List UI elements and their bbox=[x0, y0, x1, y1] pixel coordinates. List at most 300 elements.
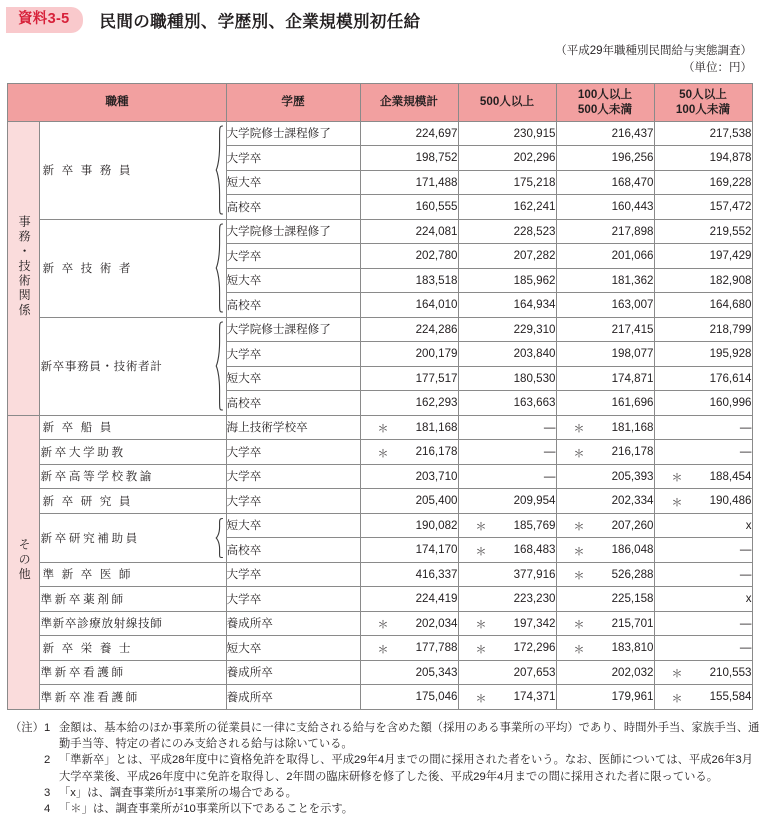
salary-cell-total bbox=[360, 513, 458, 538]
asterisk-marker: ＊ bbox=[573, 545, 585, 558]
salary-cell-total bbox=[360, 464, 458, 489]
asterisk-marker: ＊ bbox=[671, 496, 683, 509]
occupation-label: 新卒栄養士 bbox=[42, 641, 138, 655]
cell-value: 160,996 bbox=[709, 396, 752, 410]
cell-value: 202,780 bbox=[415, 249, 458, 263]
salary-cell-100to500 bbox=[556, 195, 654, 220]
asterisk-marker: ＊ bbox=[573, 521, 585, 534]
salary-cell-500plus bbox=[458, 146, 556, 171]
salary-cell-total bbox=[360, 538, 458, 563]
cell-value: 160,443 bbox=[611, 200, 654, 214]
occupation-cell bbox=[40, 636, 226, 661]
salary-cell-100to500 bbox=[556, 170, 654, 195]
salary-cell-50to100 bbox=[654, 244, 752, 269]
occupation-label: 準新卒診療放射線技師 bbox=[40, 617, 163, 631]
education-label: 養成所卒 bbox=[226, 666, 273, 680]
salary-cell-50to100 bbox=[654, 562, 752, 587]
cell-value: 175,046 bbox=[415, 690, 458, 704]
salary-cell-total bbox=[360, 562, 458, 587]
cell-value: 225,158 bbox=[611, 592, 654, 606]
asterisk-marker: ＊ bbox=[475, 692, 487, 705]
source-note: （平成29年職種別民間給与実態調査） bbox=[555, 45, 752, 57]
cell-value: 174,871 bbox=[611, 371, 654, 385]
salary-cell-500plus bbox=[458, 685, 556, 710]
cell-value: 215,701 bbox=[611, 616, 654, 630]
salary-cell-50to100 bbox=[654, 391, 752, 416]
cell-value: 229,310 bbox=[513, 322, 556, 336]
cell-value: 216,178 bbox=[415, 445, 458, 459]
salary-cell-50to100 bbox=[654, 636, 752, 661]
education-cell bbox=[226, 293, 360, 318]
salary-cell-100to500 bbox=[556, 391, 654, 416]
cell-value: 205,343 bbox=[415, 665, 458, 679]
education-cell bbox=[226, 342, 360, 367]
salary-cell-50to100 bbox=[654, 317, 752, 342]
cell-value: 205,400 bbox=[415, 494, 458, 508]
salary-cell-50to100 bbox=[654, 366, 752, 391]
salary-cell-500plus bbox=[458, 636, 556, 661]
salary-cell-500plus bbox=[458, 219, 556, 244]
salary-cell-total bbox=[360, 391, 458, 416]
salary-cell-50to100 bbox=[654, 660, 752, 685]
table-row bbox=[8, 611, 752, 636]
education-label: 大学卒 bbox=[226, 151, 262, 165]
occupation-label: 準新卒薬剤師 bbox=[40, 592, 126, 606]
salary-cell-100to500 bbox=[556, 538, 654, 563]
salary-cell-100to500 bbox=[556, 464, 654, 489]
asterisk-marker: ＊ bbox=[377, 619, 389, 632]
cell-value: 218,799 bbox=[709, 322, 752, 336]
occupation-cell bbox=[40, 685, 226, 710]
salary-cell-500plus bbox=[458, 121, 556, 146]
cell-value: 181,168 bbox=[415, 420, 458, 434]
note-number: 4 bbox=[44, 803, 51, 816]
education-cell bbox=[226, 464, 360, 489]
salary-cell-500plus bbox=[458, 293, 556, 318]
salary-cell-50to100 bbox=[654, 219, 752, 244]
col-header-500plus: 500人以上 bbox=[458, 83, 556, 121]
occupation-label: 新卒研究補助員 bbox=[40, 531, 140, 545]
cell-value: 164,010 bbox=[415, 298, 458, 312]
note-text: 「x」は、調査事業所が1事業所の場合である。 bbox=[59, 787, 297, 799]
asterisk-marker: ＊ bbox=[377, 423, 389, 436]
asterisk-marker: ＊ bbox=[475, 545, 487, 558]
salary-cell-total bbox=[360, 685, 458, 710]
education-cell bbox=[226, 440, 360, 465]
cell-value: 224,697 bbox=[415, 126, 458, 140]
salary-cell-50to100 bbox=[654, 587, 752, 612]
salary-cell-100to500 bbox=[556, 219, 654, 244]
salary-cell-100to500 bbox=[556, 636, 654, 661]
cell-value: 224,081 bbox=[415, 224, 458, 238]
salary-cell-100to500 bbox=[556, 268, 654, 293]
salary-cell-total bbox=[360, 440, 458, 465]
salary-cell-100to500 bbox=[556, 513, 654, 538]
cell-value: 205,393 bbox=[611, 469, 654, 483]
salary-cell-500plus bbox=[458, 611, 556, 636]
col-header-50to100-line1: 50人以上 bbox=[679, 87, 727, 101]
starting-salary-table bbox=[7, 83, 752, 710]
salary-cell-total bbox=[360, 489, 458, 514]
table-row bbox=[8, 587, 752, 612]
salary-cell-50to100 bbox=[654, 538, 752, 563]
education-label: 短大卒 bbox=[226, 519, 262, 533]
asterisk-marker: ＊ bbox=[377, 643, 389, 656]
salary-cell-50to100 bbox=[654, 489, 752, 514]
table-head bbox=[8, 83, 752, 121]
salary-cell-100to500 bbox=[556, 660, 654, 685]
cell-value: 202,032 bbox=[611, 665, 654, 679]
salary-cell-total bbox=[360, 195, 458, 220]
occupation-label: 新卒事務員・技術者計 bbox=[40, 360, 163, 373]
cell-value: 163,663 bbox=[513, 396, 556, 410]
cell-value: 228,523 bbox=[513, 224, 556, 238]
note-item bbox=[10, 785, 760, 801]
salary-cell-total bbox=[360, 244, 458, 269]
cell-value: 181,362 bbox=[611, 273, 654, 287]
cell-value: 182,908 bbox=[709, 273, 752, 287]
note-text: 金額は、基本給のほか事業所の従業員に一律に支給される給与を含めた額（採用のある事業所の平均）であり、時間外手当、家族手当、通勤手当等、特定の者にのみ支給される給与は除いている。 bbox=[59, 721, 760, 750]
asterisk-marker: ＊ bbox=[377, 447, 389, 460]
asterisk-marker: ＊ bbox=[475, 521, 487, 534]
header-row bbox=[8, 83, 752, 121]
group-label: 事務・技術関係 bbox=[17, 215, 32, 318]
education-label: 養成所卒 bbox=[226, 617, 273, 631]
occupation-cell bbox=[40, 489, 226, 514]
cell-value: 377,916 bbox=[513, 567, 556, 581]
asterisk-marker: ＊ bbox=[573, 423, 585, 436]
occupation-label: 新卒大学助教 bbox=[40, 445, 126, 459]
table-row bbox=[8, 489, 752, 514]
group-label-cell bbox=[8, 415, 40, 709]
cell-value: 198,752 bbox=[415, 151, 458, 165]
col-header-50to100 bbox=[654, 83, 752, 121]
asterisk-marker: ＊ bbox=[573, 447, 585, 460]
cell-value: ― bbox=[739, 616, 752, 630]
salary-cell-100to500 bbox=[556, 342, 654, 367]
salary-cell-total bbox=[360, 636, 458, 661]
col-header-education: 学歴 bbox=[226, 83, 360, 121]
occupation-cell bbox=[40, 611, 226, 636]
education-label: 大学院修士課程修了 bbox=[226, 127, 331, 141]
salary-cell-500plus bbox=[458, 195, 556, 220]
salary-cell-total bbox=[360, 293, 458, 318]
occupation-cell bbox=[40, 562, 226, 587]
occupation-label: 準新卒看護師 bbox=[40, 666, 126, 680]
cell-value: ― bbox=[543, 420, 556, 434]
education-label: 大学卒 bbox=[226, 592, 262, 606]
cell-value: 195,928 bbox=[709, 347, 752, 361]
cell-value: 210,553 bbox=[709, 665, 752, 679]
cell-value: 202,034 bbox=[415, 616, 458, 630]
cell-value: 183,810 bbox=[611, 641, 654, 655]
education-label: 高校卒 bbox=[226, 543, 262, 557]
education-cell bbox=[226, 562, 360, 587]
table-row bbox=[8, 219, 752, 244]
cell-value: ― bbox=[739, 641, 752, 655]
salary-cell-50to100 bbox=[654, 611, 752, 636]
table-row bbox=[8, 464, 752, 489]
education-label: 高校卒 bbox=[226, 200, 262, 214]
occupation-cell bbox=[40, 219, 226, 317]
salary-cell-100to500 bbox=[556, 587, 654, 612]
salary-cell-100to500 bbox=[556, 317, 654, 342]
salary-cell-total bbox=[360, 268, 458, 293]
salary-cell-500plus bbox=[458, 513, 556, 538]
col-header-50to100-line2: 100人未満 bbox=[675, 103, 731, 116]
salary-cell-500plus bbox=[458, 170, 556, 195]
note-item bbox=[10, 801, 760, 817]
education-label: 養成所卒 bbox=[226, 690, 273, 704]
salary-cell-100to500 bbox=[556, 244, 654, 269]
cell-value: 224,286 bbox=[415, 322, 458, 336]
salary-cell-total bbox=[360, 317, 458, 342]
education-cell bbox=[226, 317, 360, 342]
cell-value: 203,840 bbox=[513, 347, 556, 361]
notes-prefix: （注） bbox=[10, 721, 44, 734]
cell-value: 164,934 bbox=[513, 298, 556, 312]
education-cell bbox=[226, 587, 360, 612]
occupation-cell bbox=[40, 317, 226, 415]
salary-cell-500plus bbox=[458, 415, 556, 440]
salary-cell-100to500 bbox=[556, 440, 654, 465]
salary-cell-total bbox=[360, 587, 458, 612]
cell-value: ― bbox=[543, 469, 556, 483]
salary-cell-100to500 bbox=[556, 415, 654, 440]
salary-cell-500plus bbox=[458, 317, 556, 342]
education-cell bbox=[226, 146, 360, 171]
cell-value: 207,260 bbox=[611, 518, 654, 532]
cell-value: 216,437 bbox=[611, 126, 654, 140]
salary-cell-100to500 bbox=[556, 685, 654, 710]
education-label: 大学卒 bbox=[226, 445, 262, 459]
salary-cell-50to100 bbox=[654, 121, 752, 146]
cell-value: 196,256 bbox=[611, 151, 654, 165]
cell-value: 155,584 bbox=[709, 690, 752, 704]
table-row bbox=[8, 513, 752, 538]
education-label: 短大卒 bbox=[226, 641, 262, 655]
cell-value: ― bbox=[739, 543, 752, 557]
cell-value: ― bbox=[739, 567, 752, 581]
cell-value: 188,454 bbox=[709, 469, 752, 483]
cell-value: 217,415 bbox=[611, 322, 654, 336]
occupation-cell bbox=[40, 464, 226, 489]
occupation-label: 新卒船員 bbox=[42, 421, 119, 435]
cell-value: 164,680 bbox=[709, 298, 752, 312]
salary-cell-total bbox=[360, 342, 458, 367]
cell-value: 209,954 bbox=[513, 494, 556, 508]
cell-value: 172,296 bbox=[513, 641, 556, 655]
education-cell bbox=[226, 268, 360, 293]
cell-value: 200,179 bbox=[415, 347, 458, 361]
education-cell bbox=[226, 366, 360, 391]
asterisk-marker: ＊ bbox=[573, 619, 585, 632]
notes-section bbox=[10, 720, 760, 818]
unit-note: （単位：円） bbox=[683, 62, 752, 75]
cell-value: 157,472 bbox=[709, 200, 752, 214]
table-row bbox=[8, 415, 752, 440]
cell-value: 197,342 bbox=[513, 616, 556, 630]
salary-cell-500plus bbox=[458, 366, 556, 391]
education-cell bbox=[226, 195, 360, 220]
note-number: 2 bbox=[44, 754, 51, 767]
occupation-cell bbox=[40, 513, 226, 562]
cell-value: 160,555 bbox=[415, 200, 458, 214]
occupation-label: 準新卒医師 bbox=[42, 568, 138, 582]
education-label: 海上技術学校卒 bbox=[226, 421, 308, 435]
salary-cell-500plus bbox=[458, 268, 556, 293]
salary-cell-500plus bbox=[458, 587, 556, 612]
col-header-100to500 bbox=[556, 83, 654, 121]
cell-value: 168,470 bbox=[611, 175, 654, 189]
cell-value: 207,653 bbox=[513, 665, 556, 679]
education-cell bbox=[226, 391, 360, 416]
cell-value: ― bbox=[739, 420, 752, 434]
salary-cell-50to100 bbox=[654, 513, 752, 538]
cell-value: 203,710 bbox=[415, 469, 458, 483]
cell-value: 185,962 bbox=[513, 273, 556, 287]
occupation-cell bbox=[40, 415, 226, 440]
salary-cell-total bbox=[360, 170, 458, 195]
cell-value: 181,168 bbox=[611, 420, 654, 434]
education-cell bbox=[226, 170, 360, 195]
education-label: 大学院修士課程修了 bbox=[226, 323, 331, 337]
cell-value: 198,077 bbox=[611, 347, 654, 361]
asterisk-marker: ＊ bbox=[475, 643, 487, 656]
salary-cell-100to500 bbox=[556, 146, 654, 171]
education-cell bbox=[226, 489, 360, 514]
note-number: 3 bbox=[44, 787, 51, 799]
salary-cell-100to500 bbox=[556, 489, 654, 514]
cell-value: 202,296 bbox=[513, 151, 556, 165]
asterisk-marker: ＊ bbox=[573, 570, 585, 583]
cell-value: 177,788 bbox=[415, 641, 458, 655]
education-cell bbox=[226, 415, 360, 440]
salary-cell-50to100 bbox=[654, 146, 752, 171]
col-header-total: 企業規模計 bbox=[360, 83, 458, 121]
table-row bbox=[8, 636, 752, 661]
occupation-label: 新卒事務員 bbox=[42, 164, 138, 177]
education-cell bbox=[226, 685, 360, 710]
education-label: 高校卒 bbox=[226, 298, 262, 312]
occupation-label: 準新卒准看護師 bbox=[40, 690, 140, 704]
salary-cell-50to100 bbox=[654, 464, 752, 489]
note-item bbox=[10, 752, 760, 785]
salary-cell-total bbox=[360, 121, 458, 146]
education-cell bbox=[226, 660, 360, 685]
salary-cell-500plus bbox=[458, 562, 556, 587]
cell-value: 197,429 bbox=[709, 249, 752, 263]
cell-value: 169,228 bbox=[709, 175, 752, 189]
cell-value: x bbox=[745, 592, 752, 606]
table-row bbox=[8, 121, 752, 146]
cell-value: 171,488 bbox=[415, 175, 458, 189]
education-label: 大学院修士課程修了 bbox=[226, 225, 331, 239]
education-label: 大学卒 bbox=[226, 568, 262, 582]
cell-value: 526,288 bbox=[611, 567, 654, 581]
salary-cell-total bbox=[360, 219, 458, 244]
cell-value: 183,518 bbox=[415, 273, 458, 287]
education-cell bbox=[226, 636, 360, 661]
occupation-cell bbox=[40, 660, 226, 685]
cell-value: 174,371 bbox=[513, 690, 556, 704]
note-item bbox=[10, 720, 760, 753]
education-label: 高校卒 bbox=[226, 396, 262, 410]
cell-value: 219,552 bbox=[709, 224, 752, 238]
cell-value: 216,178 bbox=[611, 445, 654, 459]
table-row bbox=[8, 562, 752, 587]
education-label: 大学卒 bbox=[226, 470, 262, 484]
salary-cell-500plus bbox=[458, 489, 556, 514]
salary-cell-500plus bbox=[458, 464, 556, 489]
cell-value: 179,961 bbox=[611, 690, 654, 704]
cell-value: 186,048 bbox=[611, 543, 654, 557]
salary-cell-total bbox=[360, 415, 458, 440]
education-label: 短大卒 bbox=[226, 372, 262, 386]
cell-value: 163,007 bbox=[611, 298, 654, 312]
occupation-label: 新卒技術者 bbox=[42, 262, 138, 275]
cell-value: 162,293 bbox=[415, 396, 458, 410]
resource-badge: 資料3-5 bbox=[6, 7, 83, 32]
table-row bbox=[8, 317, 752, 342]
salary-cell-500plus bbox=[458, 342, 556, 367]
cell-value: 185,769 bbox=[513, 518, 556, 532]
table-row bbox=[8, 685, 752, 710]
group-label-cell bbox=[8, 121, 40, 415]
cell-value: 175,218 bbox=[513, 175, 556, 189]
note-number: 1 bbox=[44, 721, 51, 734]
salary-cell-100to500 bbox=[556, 293, 654, 318]
salary-cell-50to100 bbox=[654, 170, 752, 195]
occupation-label: 新卒高等学校教諭 bbox=[40, 470, 155, 484]
table-body bbox=[8, 121, 752, 709]
salary-cell-500plus bbox=[458, 440, 556, 465]
salary-cell-500plus bbox=[458, 538, 556, 563]
education-cell bbox=[226, 538, 360, 563]
page-title: 民間の職種別、学歴別、企業規模別初任給 bbox=[99, 13, 421, 31]
cell-value: 161,696 bbox=[611, 396, 654, 410]
salary-cell-500plus bbox=[458, 244, 556, 269]
salary-cell-50to100 bbox=[654, 440, 752, 465]
occupation-cell bbox=[40, 121, 226, 219]
cell-value: 207,282 bbox=[513, 249, 556, 263]
cell-value: 162,241 bbox=[513, 200, 556, 214]
salary-cell-50to100 bbox=[654, 195, 752, 220]
cell-value: 190,082 bbox=[415, 518, 458, 532]
cell-value: 190,486 bbox=[709, 494, 752, 508]
cell-value: ― bbox=[543, 445, 556, 459]
salary-cell-50to100 bbox=[654, 685, 752, 710]
cell-value: 194,878 bbox=[709, 151, 752, 165]
salary-cell-50to100 bbox=[654, 293, 752, 318]
cell-value: ― bbox=[739, 445, 752, 459]
table-row bbox=[8, 440, 752, 465]
salary-cell-100to500 bbox=[556, 121, 654, 146]
salary-cell-100to500 bbox=[556, 366, 654, 391]
cell-value: 168,483 bbox=[513, 543, 556, 557]
cell-value: 230,915 bbox=[513, 126, 556, 140]
salary-cell-50to100 bbox=[654, 342, 752, 367]
cell-value: 217,898 bbox=[611, 224, 654, 238]
salary-cell-total bbox=[360, 611, 458, 636]
occupation-label: 新卒研究員 bbox=[42, 494, 138, 508]
salary-cell-500plus bbox=[458, 660, 556, 685]
education-label: 短大卒 bbox=[226, 176, 262, 190]
asterisk-marker: ＊ bbox=[475, 619, 487, 632]
salary-cell-total bbox=[360, 660, 458, 685]
cell-value: 416,337 bbox=[415, 567, 458, 581]
cell-value: 223,230 bbox=[513, 592, 556, 606]
